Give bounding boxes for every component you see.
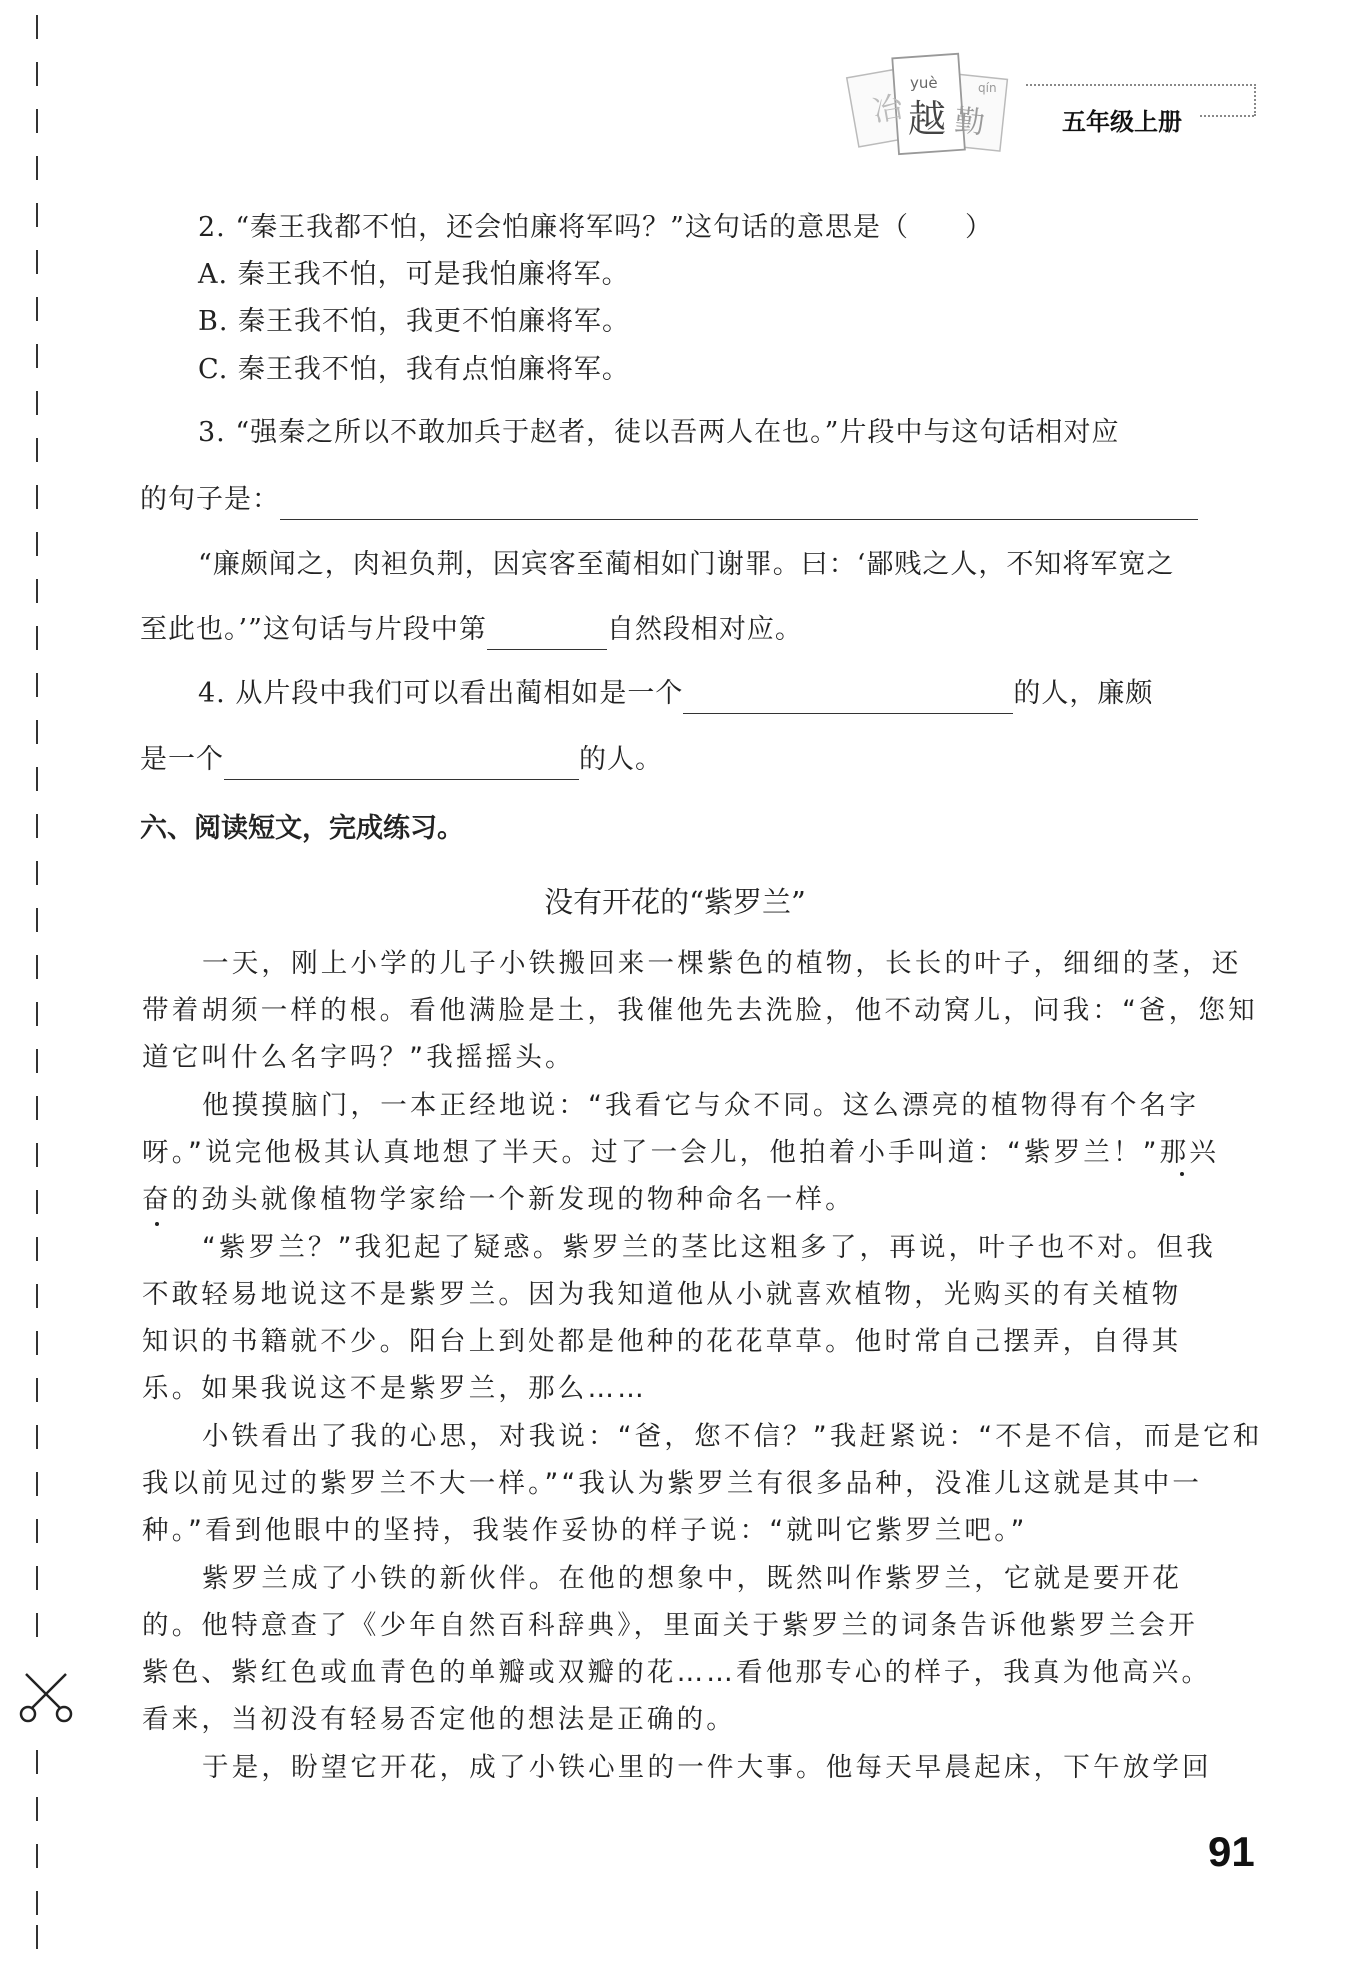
q4-line-2-prefix: 是一个 [140, 744, 224, 775]
q3-line-1: 3. “强秦之所以不敢加兵于赵者，徒以吾两人在也。”片段中与这句话相对应 [198, 417, 1120, 448]
q2-stem: 2. “秦王我都不怕，还会怕廉将军吗？”这句话的意思是（ ） [198, 212, 993, 243]
q4-line-2-suffix: 的人。 [579, 744, 663, 775]
page-number: 91 [1208, 1828, 1255, 1875]
q2-option-a: A. 秦王我不怕，可是我怕廉将军。 [198, 259, 630, 290]
story-line: 不敢轻易地说这不是紫罗兰。因为我知道他从小就喜欢植物，光购买的有关植物 [142, 1279, 1182, 1310]
story-line: 的。他特意查了《少年自然百科辞典》，里面关于紫罗兰的词条告诉他紫罗兰会开 [142, 1610, 1198, 1641]
story-line: 他摸摸脑门，一本正经地说：“我看它与众不同。这么漂亮的植物得有个名字 [202, 1090, 1200, 1121]
story-line: 我以前见过的紫罗兰不大一样。”“我认为紫罗兰有很多品种，没准儿这就是其中一 [142, 1468, 1203, 1499]
cut-line [36, 15, 42, 1945]
q4-answer-blank-2[interactable] [224, 749, 579, 780]
stamp-char-2: 越 [908, 97, 947, 141]
emphasis-dot [155, 1222, 159, 1226]
story-line: 乐。如果我说这不是紫罗兰，那么…… [142, 1373, 647, 1404]
story-line: 道它叫什么名字吗？”我摇摇头。 [142, 1042, 575, 1073]
grade-label: 五年级上册 [1062, 109, 1182, 136]
emphasis-dot [1180, 1172, 1184, 1176]
q3-line-2-prefix: 的句子是： [140, 484, 280, 515]
story-line: 于是，盼望它开花，成了小铁心里的一件大事。他每天早晨起床，下午放学回 [202, 1752, 1212, 1783]
brand-stamp-icon [838, 50, 1018, 170]
story-line: 种。”看到他眼中的坚持，我装作妥协的样子说：“就叫它紫罗兰吧。” [142, 1515, 1028, 1546]
stamp-pinyin-2: qín [978, 81, 997, 95]
story-line: 带着胡须一样的根。看他满脸是土，我催他先去洗脸，他不动窝儿，问我：“爸，您知 [142, 995, 1258, 1026]
q3-line-4-suffix: 自然段相对应。 [606, 614, 803, 645]
stamp-pinyin-1: yuè [910, 74, 938, 92]
scissors-icon [18, 1670, 74, 1726]
story-line: 小铁看出了我的心思，对我说：“爸，您不信？”我赶紧说：“不是不信，而是它和 [202, 1421, 1263, 1452]
q3-line-3: “廉颇闻之，肉袒负荆，因宾客至蔺相如门谢罪。曰：‘鄙贱之人，不知将军宽之 [198, 549, 1175, 580]
stamp-char-1: 冶 [870, 89, 906, 130]
q3-answer-blank-2[interactable] [487, 619, 607, 650]
q4-line-1 [198, 674, 1153, 714]
stamp-char-3: 勤 [952, 103, 987, 142]
story-line: 看来，当初没有轻易否定他的想法是正确的。 [142, 1704, 736, 1735]
q4-line-2 [140, 740, 663, 780]
story-line: 紫罗兰成了小铁的新伙伴。在他的想象中，既然叫作紫罗兰，它就是要开花 [202, 1563, 1183, 1594]
q4-line-1-prefix: 4. 从片段中我们可以看出蔺相如是一个 [198, 678, 684, 709]
q2-option-c: C. 秦王我不怕，我有点怕廉将军。 [198, 354, 630, 385]
q4-answer-blank-1[interactable] [683, 683, 1013, 714]
story-line: 呀。”说完他极其认真地想了半天。过了一会儿，他拍着小手叫道：“紫罗兰！”那兴 [142, 1137, 1220, 1168]
header-rule-tail [1200, 115, 1254, 117]
q3-line-4 [140, 610, 803, 650]
story-line: 奋的劲头就像植物学家给一个新发现的物种命名一样。 [142, 1184, 855, 1215]
section-heading: 六、阅读短文，完成练习。 [140, 813, 464, 843]
story-line: 知识的书籍就不少。阳台上到处都是他种的花花草草。他时常自己摆弄，自得其 [142, 1326, 1182, 1357]
story-line: 紫色、紫红色或血青色的单瓣或双瓣的花……看他那专心的样子，我真为他高兴。 [142, 1657, 1212, 1688]
story-line: 一天，刚上小学的儿子小铁搬回来一棵紫色的植物，长长的叶子，细细的茎，还 [202, 948, 1242, 979]
q2-option-b: B. 秦王我不怕，我更不怕廉将军。 [198, 306, 631, 337]
q3-line-4-prefix: 至此也。’”这句话与片段中第 [140, 614, 487, 645]
q3-answer-blank-1[interactable] [280, 489, 1198, 520]
q3-line-2 [140, 480, 1198, 520]
story-title: 没有开花的“紫罗兰” [544, 885, 806, 919]
q4-line-1-suffix: 的人，廉颇 [1013, 678, 1154, 709]
story-line: “紫罗兰？”我犯起了疑惑。紫罗兰的茎比这粗多了，再说，叶子也不对。但我 [202, 1232, 1216, 1263]
